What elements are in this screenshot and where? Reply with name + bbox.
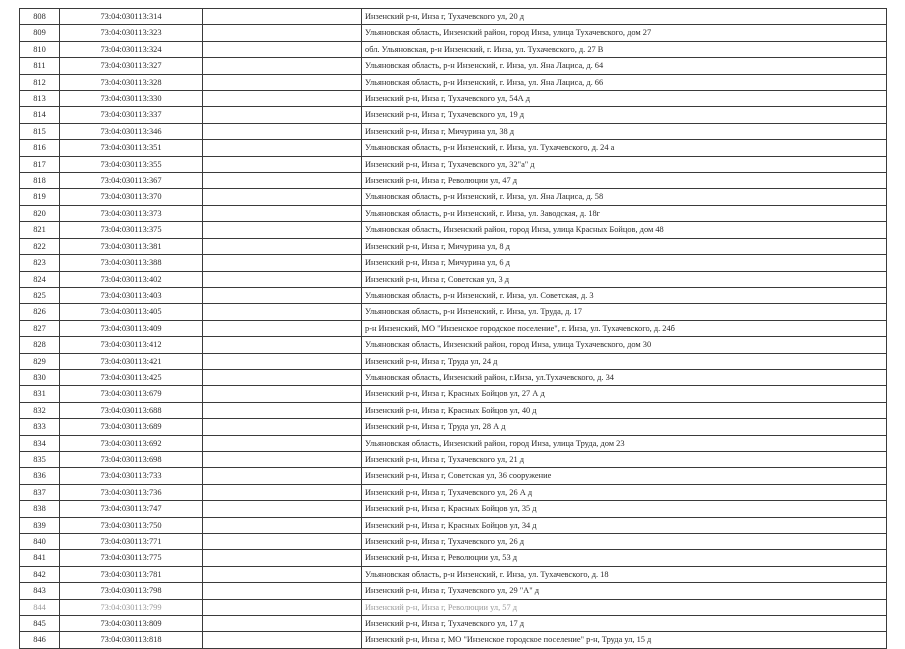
empty-cell: [203, 583, 362, 599]
row-number-cell: 840: [20, 534, 60, 550]
empty-cell: [203, 320, 362, 336]
table-row: [20, 599, 887, 615]
empty-cell: [203, 123, 362, 139]
address-cell: Ульяновская область, р-н Инзенский, г. Инза, ул. Яна Лациса, д. 64: [362, 58, 887, 74]
row-number-cell: 821: [20, 222, 60, 238]
cadastral-number-cell: 73:04:030113:346: [60, 123, 203, 139]
address-cell: Ульяновская область, р-н Инзенский, г. Инза, ул. Яна Лациса, д. 66: [362, 74, 887, 90]
cadastral-number-cell: 73:04:030113:698: [60, 451, 203, 467]
empty-cell: [203, 550, 362, 566]
empty-cell: [203, 599, 362, 615]
table-row: [20, 238, 887, 254]
row-number-cell: 831: [20, 386, 60, 402]
row-number-cell: 819: [20, 189, 60, 205]
cadastral-number-cell: 73:04:030113:327: [60, 58, 203, 74]
table-row: [20, 123, 887, 139]
address-cell: Ульяновская область, р-н Инзенский, г. Инза, ул. Тухачевского, д. 24 а: [362, 140, 887, 156]
cadastral-number-cell: 73:04:030113:799: [60, 599, 203, 615]
empty-cell: [203, 9, 362, 25]
address-cell: Инзенский р-н, Инза г, Труда ул, 24 д: [362, 353, 887, 369]
empty-cell: [203, 369, 362, 385]
cadastral-number-cell: 73:04:030113:324: [60, 41, 203, 57]
table-row: [20, 484, 887, 500]
empty-cell: [203, 616, 362, 632]
address-cell: Инзенский р-н, Инза г, Советская ул, 3 д: [362, 271, 887, 287]
address-cell: Инзенский р-н, Инза г, Тухачевского ул, 26 А д: [362, 484, 887, 500]
cadastral-number-cell: 73:04:030113:323: [60, 25, 203, 41]
address-cell: Инзенский р-н, Инза г, Тухачевского ул, 32"а" д: [362, 156, 887, 172]
cadastral-number-cell: 73:04:030113:328: [60, 74, 203, 90]
address-cell: Ульяновская область, р-н Инзенский, г. Инза, ул. Труда, д. 17: [362, 304, 887, 320]
row-number-cell: 839: [20, 517, 60, 533]
address-cell: Инзенский р-н, Инза г, МО "Инзенское городское поселение" р-н, Труда ул, 15 д: [362, 632, 887, 648]
address-cell: Инзенский р-н, Инза г, Красных Бойцов ул, 40 д: [362, 402, 887, 418]
table-row: [20, 25, 887, 41]
empty-cell: [203, 386, 362, 402]
table-row: [20, 156, 887, 172]
table-row: [20, 517, 887, 533]
address-cell: Инзенский р-н, Инза г, Труда ул, 28 А д: [362, 419, 887, 435]
cadastral-number-cell: 73:04:030113:412: [60, 337, 203, 353]
row-number-cell: 825: [20, 287, 60, 303]
row-number-cell: 812: [20, 74, 60, 90]
address-cell: Инзенский р-н, Инза г, Революции ул, 57 д: [362, 599, 887, 615]
address-cell: Инзенский р-н, Инза г, Мичурина ул, 8 д: [362, 238, 887, 254]
table-row: [20, 173, 887, 189]
cadastral-number-cell: 73:04:030113:425: [60, 369, 203, 385]
row-number-cell: 809: [20, 25, 60, 41]
address-cell: Инзенский р-н, Инза г, Мичурина ул, 6 д: [362, 255, 887, 271]
cadastral-number-cell: 73:04:030113:679: [60, 386, 203, 402]
table-row: [20, 255, 887, 271]
empty-cell: [203, 25, 362, 41]
row-number-cell: 823: [20, 255, 60, 271]
cadastral-number-cell: 73:04:030113:330: [60, 91, 203, 107]
cadastral-number-cell: 73:04:030113:355: [60, 156, 203, 172]
cadastral-number-cell: 73:04:030113:775: [60, 550, 203, 566]
registry-table-body: [20, 9, 887, 649]
row-number-cell: 814: [20, 107, 60, 123]
table-row: [20, 566, 887, 582]
empty-cell: [203, 517, 362, 533]
table-row: [20, 337, 887, 353]
empty-cell: [203, 632, 362, 648]
row-number-cell: 820: [20, 205, 60, 221]
address-cell: Инзенский р-н, Инза г, Тухачевского ул, 26 д: [362, 534, 887, 550]
row-number-cell: 844: [20, 599, 60, 615]
empty-cell: [203, 435, 362, 451]
address-cell: р-н Инзенский, МО "Инзенское городское поселение", г. Инза, ул. Тухачевского, д. 24б: [362, 320, 887, 336]
address-cell: Инзенский р-н, Инза г, Тухачевского ул, 17 д: [362, 616, 887, 632]
empty-cell: [203, 205, 362, 221]
cadastral-number-cell: 73:04:030113:750: [60, 517, 203, 533]
table-row: [20, 402, 887, 418]
row-number-cell: 827: [20, 320, 60, 336]
table-row: [20, 419, 887, 435]
empty-cell: [203, 402, 362, 418]
row-number-cell: 835: [20, 451, 60, 467]
empty-cell: [203, 501, 362, 517]
empty-cell: [203, 255, 362, 271]
address-cell: Ульяновская область, Инзенский район, город Инза, улица Тухачевского, дом 30: [362, 337, 887, 353]
cadastral-number-cell: 73:04:030113:733: [60, 468, 203, 484]
address-cell: Ульяновская область, р-н Инзенский, г. Инза, ул. Яна Лациса, д. 58: [362, 189, 887, 205]
row-number-cell: 810: [20, 41, 60, 57]
table-row: [20, 353, 887, 369]
address-cell: Инзенский р-н, Инза г, Революции ул, 53 д: [362, 550, 887, 566]
row-number-cell: 830: [20, 369, 60, 385]
address-cell: Ульяновская область, Инзенский район, город Инза, улица Тухачевского, дом 27: [362, 25, 887, 41]
table-row: [20, 468, 887, 484]
cadastral-number-cell: 73:04:030113:370: [60, 189, 203, 205]
empty-cell: [203, 58, 362, 74]
row-number-cell: 834: [20, 435, 60, 451]
empty-cell: [203, 451, 362, 467]
cadastral-number-cell: 73:04:030113:405: [60, 304, 203, 320]
row-number-cell: 836: [20, 468, 60, 484]
cadastral-number-cell: 73:04:030113:403: [60, 287, 203, 303]
address-cell: Ульяновская область, Инзенский район, город Инза, улица Красных Бойцов, дом 48: [362, 222, 887, 238]
row-number-cell: 843: [20, 583, 60, 599]
table-row: [20, 632, 887, 648]
row-number-cell: 842: [20, 566, 60, 582]
empty-cell: [203, 353, 362, 369]
empty-cell: [203, 566, 362, 582]
cadastral-number-cell: 73:04:030113:798: [60, 583, 203, 599]
table-row: [20, 583, 887, 599]
row-number-cell: 845: [20, 616, 60, 632]
cadastral-number-cell: 73:04:030113:781: [60, 566, 203, 582]
cadastral-number-cell: 73:04:030113:375: [60, 222, 203, 238]
table-row: [20, 320, 887, 336]
empty-cell: [203, 156, 362, 172]
address-cell: Инзенский р-н, Инза г, Тухачевского ул, 54А д: [362, 91, 887, 107]
address-cell: Инзенский р-н, Инза г, Красных Бойцов ул, 27 А д: [362, 386, 887, 402]
cadastral-number-cell: 73:04:030113:367: [60, 173, 203, 189]
cadastral-number-cell: 73:04:030113:409: [60, 320, 203, 336]
table-row: [20, 271, 887, 287]
row-number-cell: 824: [20, 271, 60, 287]
table-row: [20, 304, 887, 320]
empty-cell: [203, 189, 362, 205]
address-cell: Ульяновская область, Инзенский район, город Инза, улица Труда, дом 23: [362, 435, 887, 451]
table-row: [20, 222, 887, 238]
empty-cell: [203, 41, 362, 57]
address-cell: Инзенский р-н, Инза г, Тухачевского ул, 29 "А" д: [362, 583, 887, 599]
empty-cell: [203, 222, 362, 238]
table-row: [20, 534, 887, 550]
address-cell: Инзенский р-н, Инза г, Красных Бойцов ул, 35 д: [362, 501, 887, 517]
empty-cell: [203, 484, 362, 500]
row-number-cell: 838: [20, 501, 60, 517]
table-row: [20, 58, 887, 74]
table-row: [20, 287, 887, 303]
address-cell: Ульяновская область, Инзенский район, г.Инза, ул.Тухачевского, д. 34: [362, 369, 887, 385]
table-row: [20, 550, 887, 566]
cadastral-number-cell: 73:04:030113:381: [60, 238, 203, 254]
address-cell: Инзенский р-н, Инза г, Советская ул, 36 сооружение: [362, 468, 887, 484]
row-number-cell: 829: [20, 353, 60, 369]
empty-cell: [203, 534, 362, 550]
row-number-cell: 822: [20, 238, 60, 254]
cadastral-number-cell: 73:04:030113:736: [60, 484, 203, 500]
empty-cell: [203, 271, 362, 287]
empty-cell: [203, 238, 362, 254]
address-cell: Инзенский р-н, Инза г, Тухачевского ул, 20 д: [362, 9, 887, 25]
row-number-cell: 811: [20, 58, 60, 74]
table-row: [20, 140, 887, 156]
address-cell: Инзенский р-н, Инза г, Мичурина ул, 38 д: [362, 123, 887, 139]
empty-cell: [203, 173, 362, 189]
table-row: [20, 205, 887, 221]
cadastral-number-cell: 73:04:030113:692: [60, 435, 203, 451]
cadastral-number-cell: 73:04:030113:402: [60, 271, 203, 287]
cadastral-number-cell: 73:04:030113:388: [60, 255, 203, 271]
table-row: [20, 189, 887, 205]
cadastral-number-cell: 73:04:030113:314: [60, 9, 203, 25]
address-cell: обл. Ульяновская, р-н Инзенский, г. Инза, ул. Тухачевского, д. 27 В: [362, 41, 887, 57]
empty-cell: [203, 337, 362, 353]
cadastral-number-cell: 73:04:030113:818: [60, 632, 203, 648]
empty-cell: [203, 107, 362, 123]
cadastral-number-cell: 73:04:030113:747: [60, 501, 203, 517]
empty-cell: [203, 140, 362, 156]
cadastral-number-cell: 73:04:030113:337: [60, 107, 203, 123]
table-row: [20, 9, 887, 25]
row-number-cell: 813: [20, 91, 60, 107]
address-cell: Инзенский р-н, Инза г, Революции ул, 47 д: [362, 173, 887, 189]
row-number-cell: 841: [20, 550, 60, 566]
property-registry-table: [19, 8, 887, 649]
address-cell: Инзенский р-н, Инза г, Красных Бойцов ул, 34 д: [362, 517, 887, 533]
row-number-cell: 837: [20, 484, 60, 500]
table-row: [20, 451, 887, 467]
row-number-cell: 818: [20, 173, 60, 189]
address-cell: Инзенский р-н, Инза г, Тухачевского ул, 19 д: [362, 107, 887, 123]
cadastral-number-cell: 73:04:030113:688: [60, 402, 203, 418]
row-number-cell: 815: [20, 123, 60, 139]
row-number-cell: 817: [20, 156, 60, 172]
empty-cell: [203, 304, 362, 320]
row-number-cell: 808: [20, 9, 60, 25]
row-number-cell: 832: [20, 402, 60, 418]
row-number-cell: 846: [20, 632, 60, 648]
table-row: [20, 41, 887, 57]
table-row: [20, 386, 887, 402]
empty-cell: [203, 419, 362, 435]
row-number-cell: 816: [20, 140, 60, 156]
address-cell: Ульяновская область, р-н Инзенский, г. Инза, ул. Советская, д. 3: [362, 287, 887, 303]
table-row: [20, 616, 887, 632]
cadastral-number-cell: 73:04:030113:373: [60, 205, 203, 221]
cadastral-number-cell: 73:04:030113:689: [60, 419, 203, 435]
row-number-cell: 828: [20, 337, 60, 353]
table-row: [20, 74, 887, 90]
cadastral-number-cell: 73:04:030113:809: [60, 616, 203, 632]
cadastral-number-cell: 73:04:030113:771: [60, 534, 203, 550]
table-row: [20, 107, 887, 123]
row-number-cell: 833: [20, 419, 60, 435]
table-row: [20, 501, 887, 517]
address-cell: Инзенский р-н, Инза г, Тухачевского ул, 21 д: [362, 451, 887, 467]
empty-cell: [203, 468, 362, 484]
empty-cell: [203, 74, 362, 90]
table-row: [20, 91, 887, 107]
cadastral-number-cell: 73:04:030113:351: [60, 140, 203, 156]
address-cell: Ульяновская область, р-н Инзенский, г. Инза, ул. Тухачевского, д. 18: [362, 566, 887, 582]
address-cell: Ульяновская область, р-н Инзенский, г. Инза, ул. Заводская, д. 18г: [362, 205, 887, 221]
table-row: [20, 369, 887, 385]
table-row: [20, 435, 887, 451]
registry-sheet: [19, 8, 887, 649]
empty-cell: [203, 287, 362, 303]
cadastral-number-cell: 73:04:030113:421: [60, 353, 203, 369]
row-number-cell: 826: [20, 304, 60, 320]
empty-cell: [203, 91, 362, 107]
